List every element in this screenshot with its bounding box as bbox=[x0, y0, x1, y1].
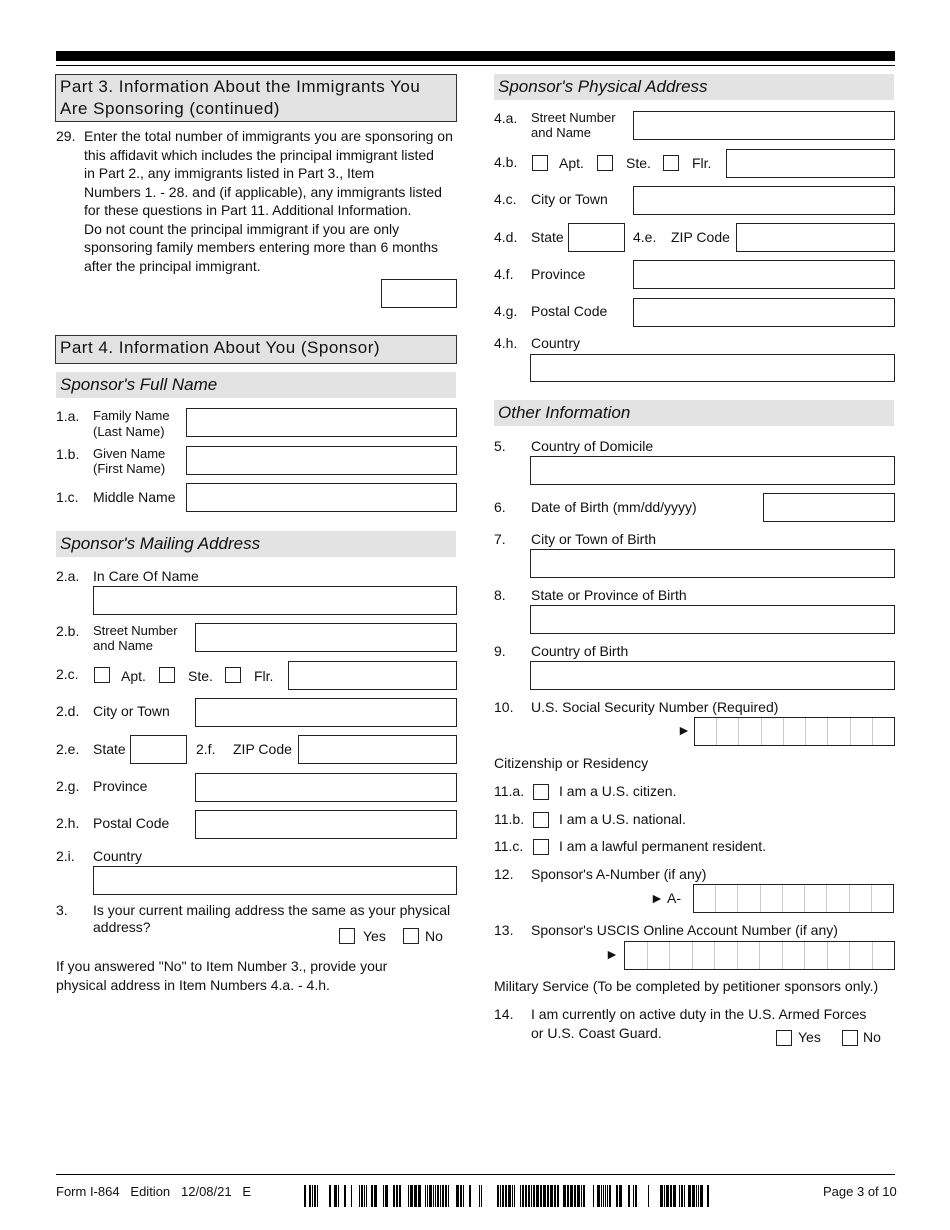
a-number-arrow-icon: ► bbox=[650, 890, 664, 906]
q12-number: 12. bbox=[494, 866, 514, 882]
q2g-number: 2.g. bbox=[56, 778, 80, 794]
birth-state-label: State or Province of Birth bbox=[531, 587, 687, 603]
q29-number: 29. bbox=[56, 128, 76, 144]
a-number-input[interactable] bbox=[693, 884, 894, 913]
active-duty-yes-label: Yes bbox=[798, 1029, 821, 1045]
q2d-number: 2.d. bbox=[56, 703, 80, 719]
physical-country-label: Country bbox=[531, 335, 581, 351]
q3-no-label: No bbox=[425, 928, 443, 944]
q2i-number: 2.i. bbox=[56, 848, 75, 864]
physical-flr-label: Flr. bbox=[692, 155, 712, 171]
physical-postal-input[interactable] bbox=[633, 298, 895, 327]
q11a-number: 11.a. bbox=[494, 783, 525, 799]
given-name-input[interactable] bbox=[186, 446, 457, 475]
q4a-number: 4.a. bbox=[494, 110, 518, 126]
birth-state-input[interactable] bbox=[530, 605, 895, 634]
physical-street-label: Street Number bbox=[531, 110, 616, 125]
q4c-number: 4.c. bbox=[494, 191, 517, 207]
middle-name-label: Middle Name bbox=[93, 489, 176, 505]
active-duty-no-checkbox[interactable] bbox=[842, 1030, 858, 1046]
given-name-sublabel: (First Name) bbox=[93, 461, 166, 476]
q4b-number: 4.b. bbox=[494, 154, 518, 170]
mailing-flr-label: Flr. bbox=[254, 668, 274, 684]
physical-postal-label: Postal Code bbox=[531, 303, 608, 319]
permanent-resident-label: I am a lawful permanent resident. bbox=[559, 838, 766, 854]
uscis-account-arrow-icon: ► bbox=[605, 946, 619, 962]
mailing-street-sublabel: and Name bbox=[93, 638, 153, 653]
us-national-checkbox[interactable] bbox=[533, 812, 549, 828]
q2c-number: 2.c. bbox=[56, 666, 79, 682]
physical-city-label: City or Town bbox=[531, 191, 608, 207]
form-edition: Form I-864 Edition 12/08/21 E bbox=[56, 1184, 252, 1199]
physical-state-label: State bbox=[531, 229, 564, 245]
uscis-account-input[interactable] bbox=[624, 941, 895, 970]
q2e-number: 2.e. bbox=[56, 741, 80, 757]
physical-unit-input[interactable] bbox=[726, 149, 895, 178]
birth-city-input[interactable] bbox=[530, 549, 895, 578]
mailing-postal-input[interactable] bbox=[195, 810, 457, 839]
a-number-label: Sponsor's A-Number (if any) bbox=[531, 866, 707, 882]
physical-zip-label: ZIP Code bbox=[671, 229, 730, 245]
q3-line2: address? bbox=[93, 919, 151, 935]
physical-zip-input[interactable] bbox=[736, 223, 895, 252]
q1c-number: 1.c. bbox=[56, 489, 79, 505]
footer-rule bbox=[56, 1174, 895, 1175]
family-name-sublabel: (Last Name) bbox=[93, 424, 165, 439]
active-duty-no-label: No bbox=[863, 1029, 881, 1045]
us-citizen-checkbox[interactable] bbox=[533, 784, 549, 800]
q3-number: 3. bbox=[56, 902, 68, 918]
physical-country-input[interactable] bbox=[530, 354, 895, 382]
q13-number: 13. bbox=[494, 922, 514, 938]
q2a-number: 2.a. bbox=[56, 568, 80, 584]
q4g-number: 4.g. bbox=[494, 303, 518, 319]
q29-text: Enter the total number of immigrants you are sponsoring on this affidavit which includes the principal immigrant listed in Part 2., any immigrants listed in Part 3., Item Numbers 1. - 28. and (if applicable), any immigrants listed for these questions in Part 11. Additional Information. Do not count the principal immigrant if you are only sponsoring family members entering more than 6 months after the principal immigrant. bbox=[84, 128, 453, 274]
q14-number: 14. bbox=[494, 1006, 514, 1022]
physical-city-input[interactable] bbox=[633, 186, 895, 215]
birth-country-label: Country of Birth bbox=[531, 643, 629, 659]
active-duty-yes-checkbox[interactable] bbox=[776, 1030, 792, 1046]
mailing-state-label: State bbox=[93, 741, 126, 757]
physical-street-sublabel: and Name bbox=[531, 125, 591, 140]
q2f-number: 2.f. bbox=[196, 741, 216, 757]
care-of-input[interactable] bbox=[93, 586, 457, 615]
active-duty-line1: I am currently on active duty in the U.S. Armed Forces bbox=[531, 1006, 867, 1022]
family-name-label: Family Name bbox=[93, 408, 170, 423]
part3-header: Part 3. Information About the Immigrants You Are Sponsoring (continued) bbox=[55, 74, 457, 122]
physical-street-input[interactable] bbox=[633, 111, 895, 140]
q8-number: 8. bbox=[494, 587, 506, 603]
q11c-number: 11.c. bbox=[494, 838, 524, 854]
part4-header: Part 4. Information About You (Sponsor) bbox=[55, 335, 457, 364]
mailing-ste-checkbox[interactable] bbox=[159, 667, 175, 683]
q6-number: 6. bbox=[494, 499, 506, 515]
physical-apt-label: Apt. bbox=[559, 155, 584, 171]
q3-no-checkbox[interactable] bbox=[403, 928, 419, 944]
mailing-zip-label: ZIP Code bbox=[233, 741, 292, 757]
birth-country-input[interactable] bbox=[530, 661, 895, 690]
full-name-section-title: Sponsor's Full Name bbox=[56, 372, 456, 398]
family-name-input[interactable] bbox=[186, 408, 457, 437]
mailing-apt-label: Apt. bbox=[121, 668, 146, 684]
q3-line1: Is your current mailing address the same as your physical bbox=[93, 902, 451, 918]
q4h-number: 4.h. bbox=[494, 335, 518, 351]
q9-number: 9. bbox=[494, 643, 506, 659]
physical-province-label: Province bbox=[531, 266, 586, 282]
q3-yes-label: Yes bbox=[363, 928, 386, 944]
q2h-number: 2.h. bbox=[56, 815, 80, 831]
permanent-resident-checkbox[interactable] bbox=[533, 839, 549, 855]
barcode bbox=[304, 1185, 714, 1207]
given-name-label: Given Name bbox=[93, 446, 166, 461]
physical-ste-checkbox[interactable] bbox=[597, 155, 613, 171]
mailing-country-label: Country bbox=[93, 848, 143, 864]
us-national-label: I am a U.S. national. bbox=[559, 811, 686, 827]
immigrant-count-input[interactable] bbox=[381, 279, 457, 308]
q1b-number: 1.b. bbox=[56, 446, 80, 462]
physical-ste-label: Ste. bbox=[626, 155, 651, 171]
ssn-label: U.S. Social Security Number (Required) bbox=[531, 699, 779, 715]
domicile-input[interactable] bbox=[530, 456, 895, 485]
mailing-flr-checkbox[interactable] bbox=[225, 667, 241, 683]
physical-state-input[interactable] bbox=[568, 223, 625, 252]
q3-yes-checkbox[interactable] bbox=[339, 928, 355, 944]
mailing-postal-label: Postal Code bbox=[93, 815, 170, 831]
mailing-unit-input[interactable] bbox=[288, 661, 457, 690]
q7-number: 7. bbox=[494, 531, 506, 547]
mailing-country-input[interactable] bbox=[93, 866, 457, 895]
mailing-ste-label: Ste. bbox=[188, 668, 213, 684]
care-of-label: In Care Of Name bbox=[93, 568, 199, 584]
mailing-province-label: Province bbox=[93, 778, 148, 794]
mailing-street-input[interactable] bbox=[195, 623, 457, 652]
q4e-number: 4.e. bbox=[633, 229, 657, 245]
dob-label: Date of Birth (mm/dd/yyyy) bbox=[531, 499, 697, 515]
q11b-number: 11.b. bbox=[494, 811, 525, 827]
military-service-label: Military Service (To be completed by petitioner sponsors only.) bbox=[494, 978, 879, 994]
q4f-number: 4.f. bbox=[494, 266, 514, 282]
mailing-street-label: Street Number bbox=[93, 623, 178, 638]
q10-number: 10. bbox=[494, 699, 514, 715]
top-rule-thick bbox=[56, 51, 895, 61]
ssn-input[interactable] bbox=[694, 717, 895, 746]
ssn-arrow-icon: ► bbox=[677, 722, 691, 738]
q4d-number: 4.d. bbox=[494, 229, 518, 245]
q2b-number: 2.b. bbox=[56, 623, 80, 639]
uscis-account-label: Sponsor's USCIS Online Account Number (if any) bbox=[531, 922, 838, 938]
physical-province-input[interactable] bbox=[633, 260, 895, 289]
mailing-address-section-title: Sponsor's Mailing Address bbox=[56, 531, 456, 557]
citizenship-label: Citizenship or Residency bbox=[494, 755, 649, 771]
mailing-city-input[interactable] bbox=[195, 698, 457, 727]
physical-address-section-title: Sponsor's Physical Address bbox=[494, 74, 894, 100]
a-number-prefix: A- bbox=[667, 890, 681, 906]
page-number: Page 3 of 10 bbox=[823, 1184, 897, 1199]
note-line2: physical address in Item Numbers 4.a. - 4.h. bbox=[56, 977, 330, 993]
note-line1: If you answered "No" to Item Number 3., provide your bbox=[56, 958, 388, 974]
q1a-number: 1.a. bbox=[56, 408, 80, 424]
mailing-city-label: City or Town bbox=[93, 703, 170, 719]
mailing-apt-checkbox[interactable] bbox=[94, 667, 110, 683]
q5-number: 5. bbox=[494, 438, 506, 454]
other-info-section-title: Other Information bbox=[494, 400, 894, 426]
us-citizen-label: I am a U.S. citizen. bbox=[559, 783, 677, 799]
mailing-state-input[interactable] bbox=[130, 735, 187, 764]
physical-flr-checkbox[interactable] bbox=[663, 155, 679, 171]
dob-input[interactable] bbox=[763, 493, 895, 522]
middle-name-input[interactable] bbox=[186, 483, 457, 512]
top-rule-thin bbox=[56, 65, 895, 66]
mailing-province-input[interactable] bbox=[195, 773, 457, 802]
physical-apt-checkbox[interactable] bbox=[532, 155, 548, 171]
mailing-zip-input[interactable] bbox=[298, 735, 457, 764]
active-duty-line2: or U.S. Coast Guard. bbox=[531, 1025, 662, 1041]
domicile-label: Country of Domicile bbox=[531, 438, 654, 454]
birth-city-label: City or Town of Birth bbox=[531, 531, 657, 547]
